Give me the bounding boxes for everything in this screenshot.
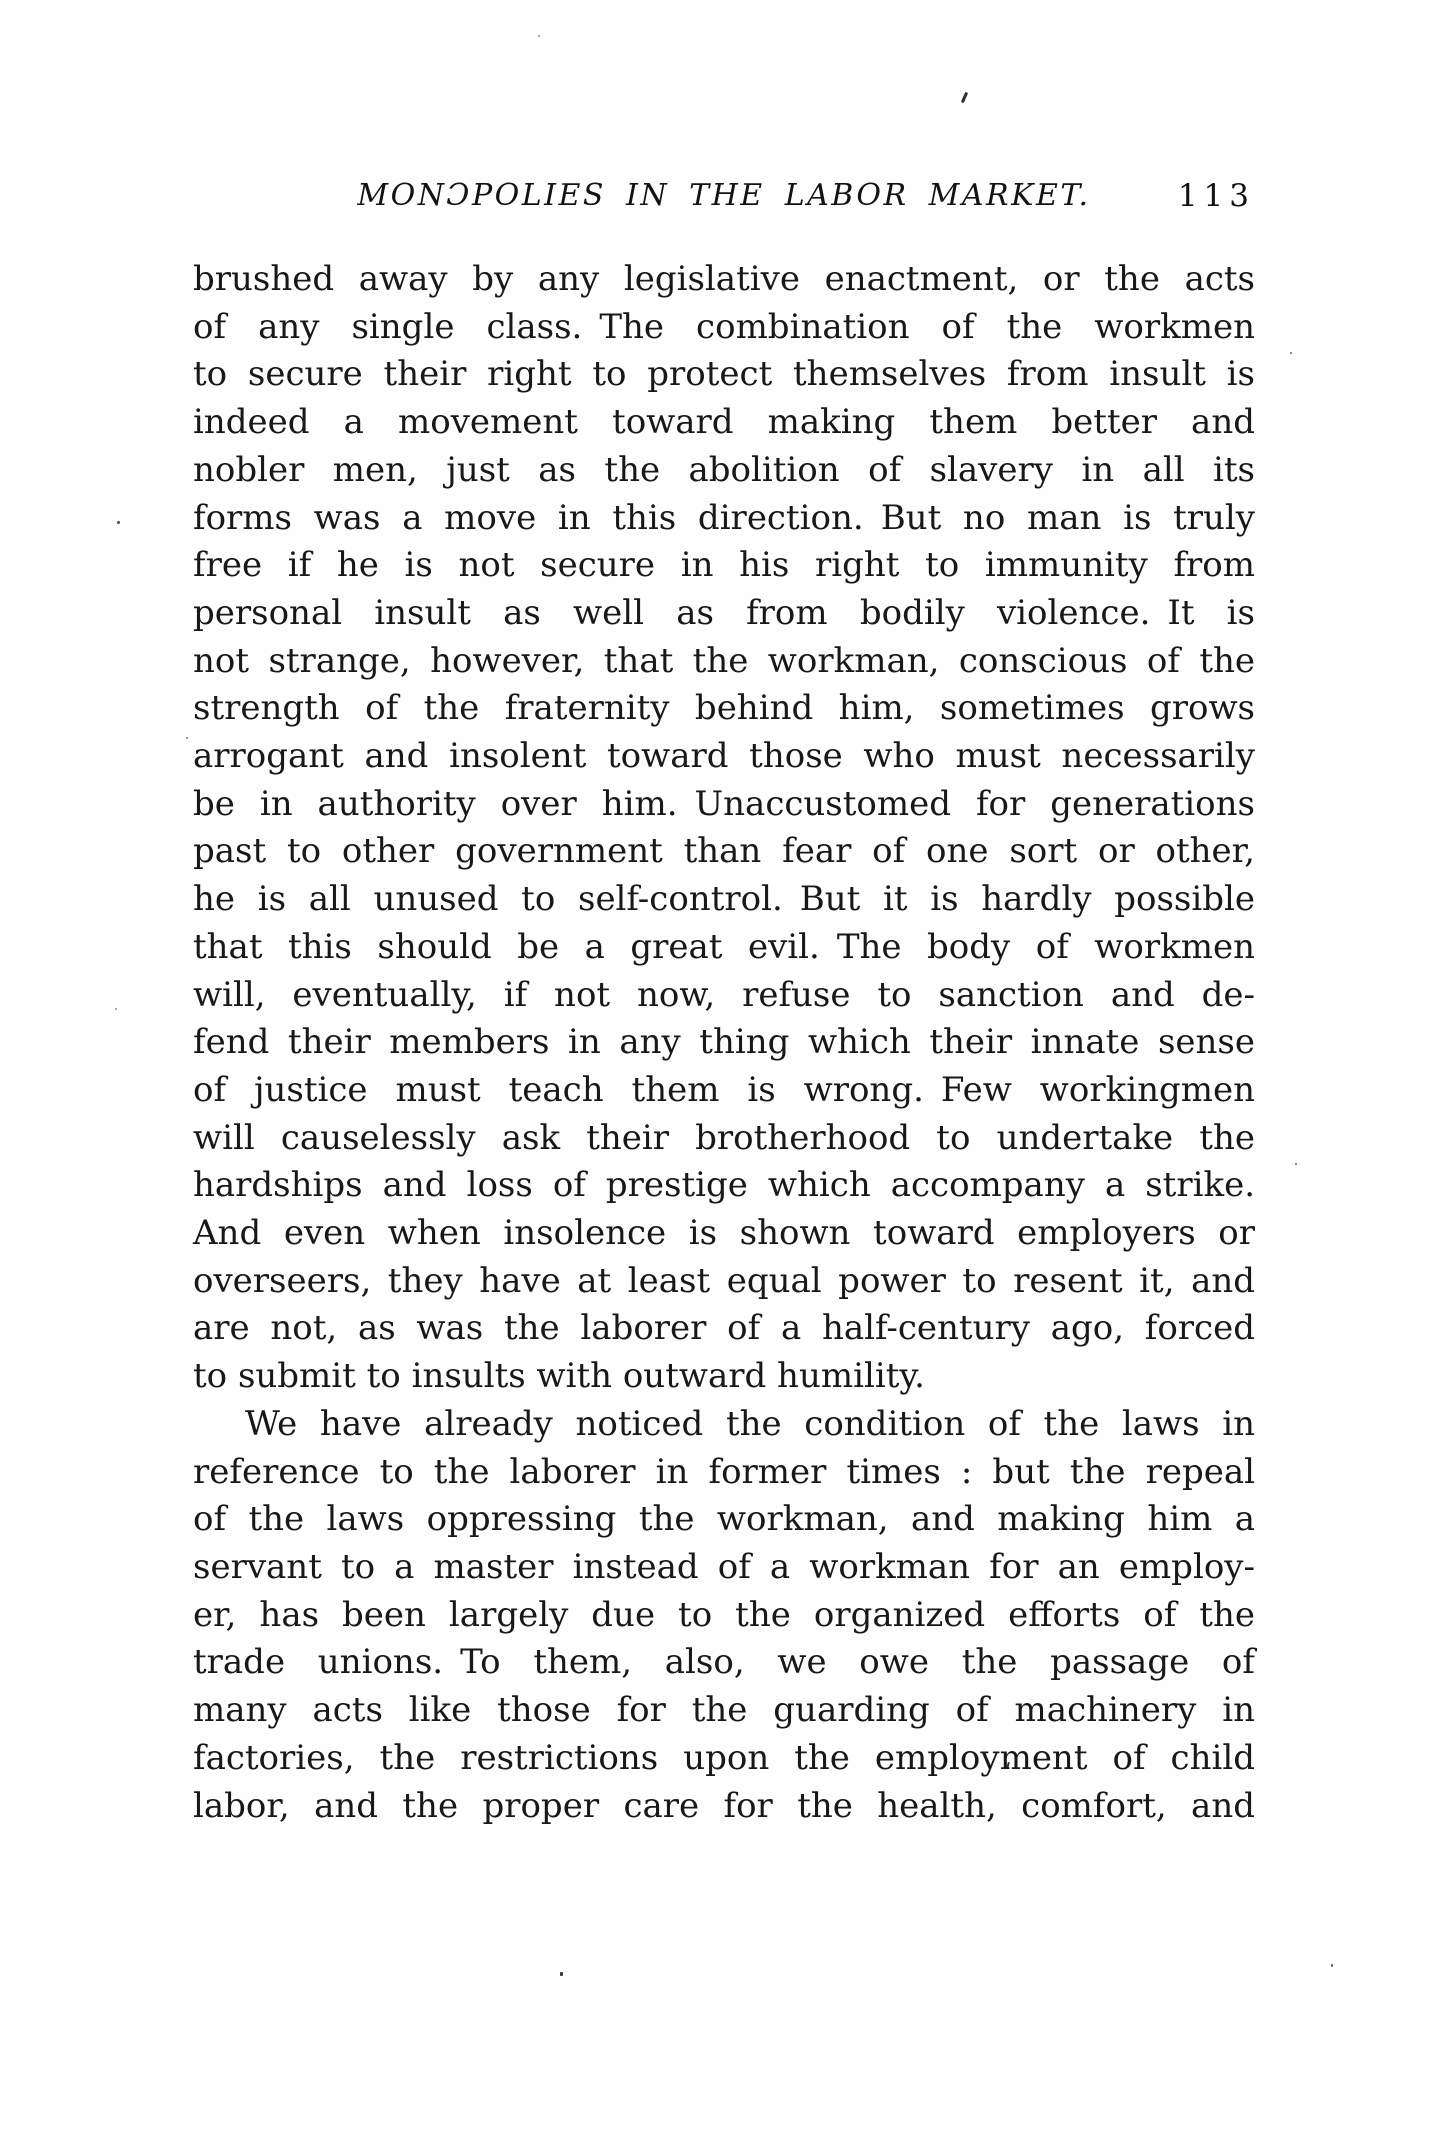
scan-speck	[186, 737, 188, 739]
scan-speck	[560, 1972, 563, 1976]
paragraph	[193, 1401, 1255, 1830]
text-line: are not, as was the laborer of a half-century ago, forced	[193, 1308, 1255, 1349]
scan-speck	[1331, 1964, 1333, 1967]
text-line: nobler men, just as the abolition of slavery in all its	[193, 449, 1255, 490]
text-line: not strange, however, that the workman, conscious of the	[193, 640, 1255, 681]
running-title: MONƆPOLIES IN THE LABOR MARKET.	[357, 178, 1091, 213]
text-line: indeed a movement toward making them better and	[193, 402, 1255, 443]
scan-speck	[1290, 352, 1292, 354]
text-line: to submit to insults with outward humility.	[193, 1356, 925, 1397]
text-line: of justice must teach them is wrong. Few workingmen	[193, 1069, 1255, 1110]
text-line: We have already noticed the condition of the laws in	[245, 1403, 1255, 1444]
text-line: forms was a move in this direction. But no man is truly	[193, 497, 1255, 538]
scan-speck	[115, 1008, 117, 1010]
text-line: will causelessly ask their brotherhood to undertake the	[193, 1117, 1255, 1158]
text-line: to secure their right to protect themselves from insult is	[193, 354, 1255, 395]
text-line: he is all unused to self-control. But it is hardly possible	[193, 879, 1255, 920]
text-line: many acts like those for the guarding of machinery in	[193, 1690, 1255, 1731]
text-line: be in authority over him. Unaccustomed for generations	[193, 783, 1255, 824]
text-line: past to other government than fear of one sort or other,	[193, 831, 1255, 872]
text-line: overseers, they have at least equal power to resent it, and	[193, 1260, 1255, 1301]
text-line: that this should be a great evil. The body of workmen	[193, 926, 1255, 967]
scan-speck	[961, 92, 968, 103]
text-line: fend their members in any thing which their innate sense	[193, 1022, 1255, 1063]
text-line: servant to a master instead of a workman for an employ-	[193, 1546, 1255, 1587]
paragraph	[193, 256, 1255, 1401]
text-line: labor, and the proper care for the health, comfort, and	[193, 1785, 1255, 1826]
text-line: personal insult as well as from bodily violence. It is	[193, 592, 1255, 633]
text-line: er, has been largely due to the organized efforts of the	[193, 1594, 1255, 1635]
page-body	[193, 256, 1255, 1830]
text-line: free if he is not secure in his right to immunity from	[193, 545, 1255, 586]
page-number: 113	[1177, 178, 1255, 214]
text-line: will, eventually, if not now, refuse to sanction and de-	[193, 974, 1255, 1015]
text-line: strength of the fraternity behind him, sometimes grows	[193, 688, 1255, 729]
text-line: reference to the laborer in former times : but the repeal	[193, 1451, 1255, 1492]
scan-speck	[1295, 1163, 1297, 1165]
text-line: factories, the restrictions upon the employment of child	[193, 1737, 1255, 1778]
text-line: of any single class. The combination of the workmen	[193, 306, 1255, 347]
scan-speck	[538, 35, 540, 37]
text-line: hardships and loss of prestige which accompany a strike.	[193, 1165, 1255, 1206]
text-line: arrogant and insolent toward those who must necessarily	[193, 736, 1255, 777]
text-line: of the laws oppressing the workman, and making him a	[193, 1499, 1255, 1540]
scan-speck	[117, 521, 120, 524]
page-header	[193, 178, 1255, 220]
text-line: trade unions. To them, also, we owe the passage of	[193, 1642, 1255, 1683]
text-line: brushed away by any legislative enactment, or the acts	[193, 259, 1255, 299]
text-line: And even when insolence is shown toward employers or	[193, 1213, 1255, 1254]
